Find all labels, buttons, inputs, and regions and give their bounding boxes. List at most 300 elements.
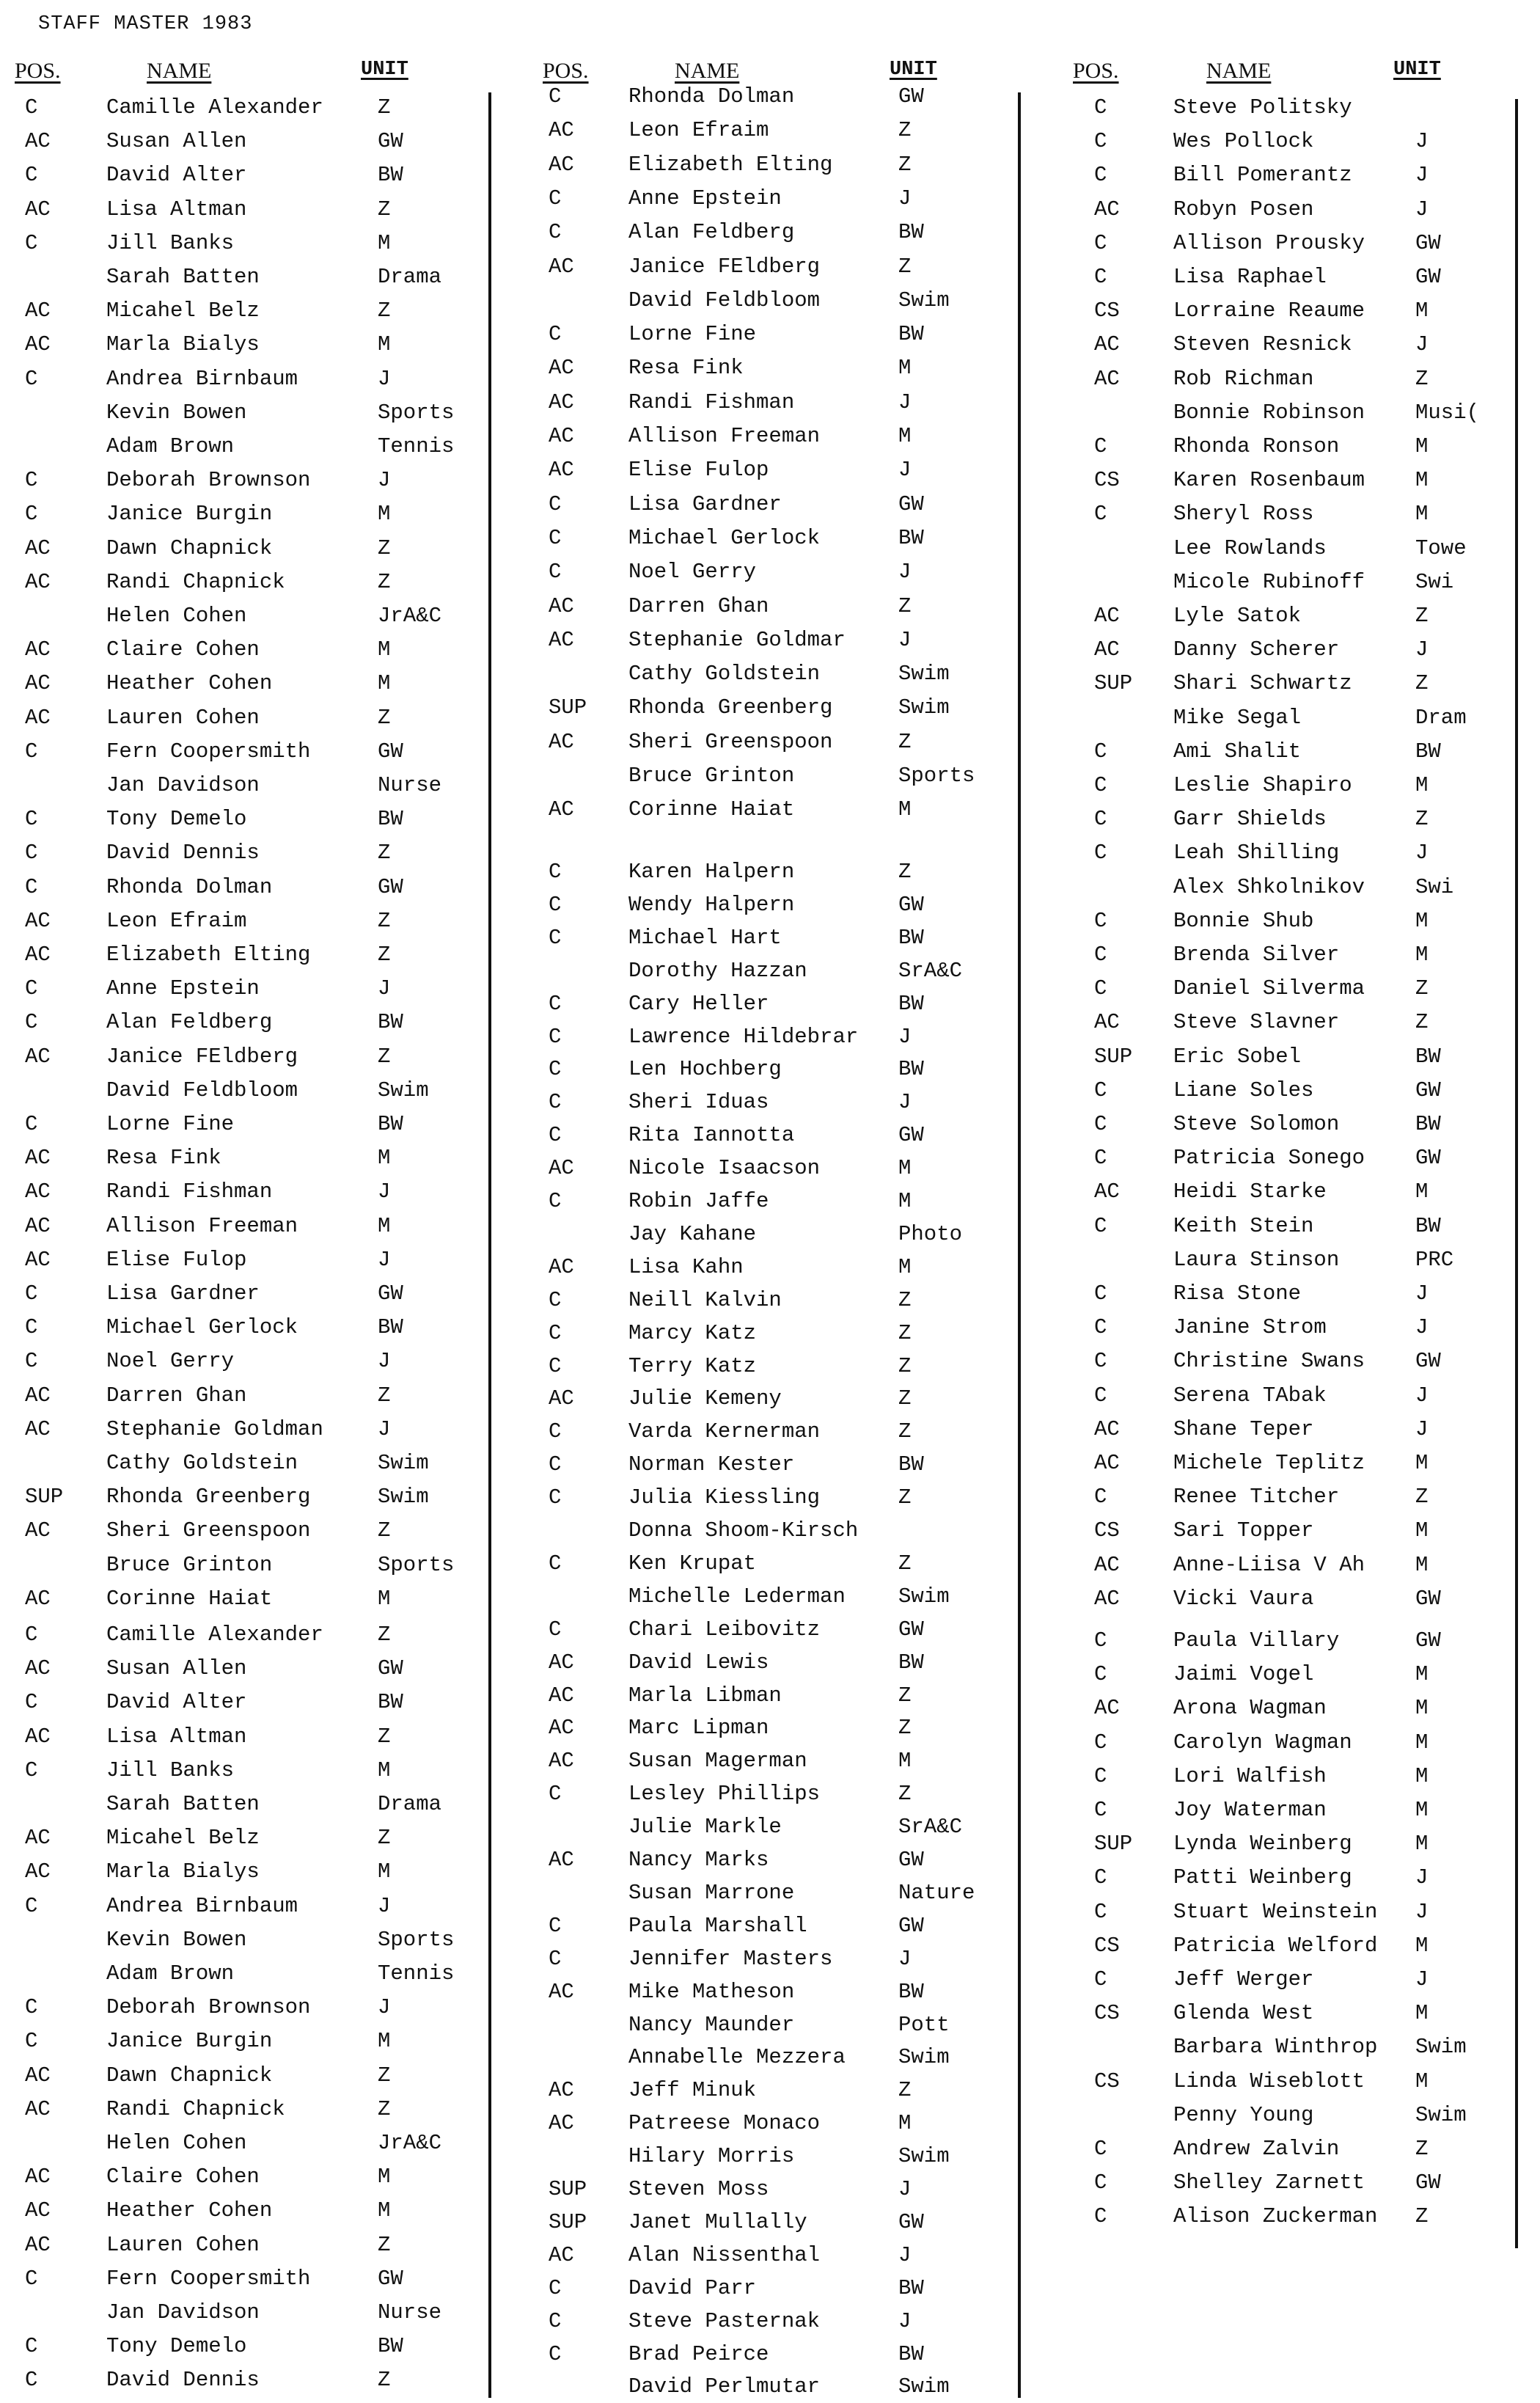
staff-name: Jeff Werger xyxy=(1173,1967,1314,1991)
unit-code: M xyxy=(898,1749,912,1774)
unit-code: GW xyxy=(898,84,924,109)
staff-name: Darren Ghan xyxy=(106,1383,247,1408)
unit-code: M xyxy=(1415,1662,1429,1687)
unit-code: Z xyxy=(378,95,391,120)
unit-code: GW xyxy=(898,1913,924,1938)
staff-name: Sarah Batten xyxy=(106,1792,260,1816)
unit-code: Z xyxy=(378,569,391,594)
unit-code: BW xyxy=(898,525,924,550)
unit-code: J xyxy=(1415,1383,1429,1408)
staff-name: Cary Heller xyxy=(628,991,769,1016)
unit-code: BW xyxy=(378,1010,403,1035)
unit-code: Z xyxy=(1415,2137,1429,2161)
position-code: C xyxy=(1094,1213,1107,1238)
unit-code: J xyxy=(1415,1865,1429,1890)
position-code: AC xyxy=(25,1826,51,1851)
staff-name: Keith Stein xyxy=(1173,1213,1314,1238)
staff-name: Lisa Altman xyxy=(106,197,247,222)
unit-code: M xyxy=(378,1213,391,1238)
staff-name: David Feldbloom xyxy=(106,1078,298,1102)
position-code: AC xyxy=(25,1179,51,1204)
unit-code: J xyxy=(1415,1315,1429,1340)
unit-header: UNIT xyxy=(1393,59,1441,81)
position-code: C xyxy=(549,991,562,1016)
position-code: AC xyxy=(549,1650,574,1675)
unit-code: Swim xyxy=(1415,2102,1467,2127)
position-code: C xyxy=(1094,739,1107,764)
position-code: C xyxy=(549,892,562,917)
staff-name: Nancy Maunder xyxy=(628,2012,795,2037)
unit-code: M xyxy=(898,424,912,448)
unit-code: J xyxy=(1415,332,1429,357)
staff-name: Julia Kiessling xyxy=(628,1485,821,1510)
staff-name: Patricia Welford xyxy=(1173,1933,1378,1958)
unit-code: M xyxy=(898,1254,912,1279)
staff-name: Sarah Batten xyxy=(106,265,260,289)
staff-name: David Dennis xyxy=(106,2368,260,2393)
pos-header: POS. xyxy=(1073,59,1119,83)
position-code: CS xyxy=(1094,2001,1120,2026)
position-code: C xyxy=(1094,502,1107,527)
position-code: AC xyxy=(549,1979,574,2004)
position-code: C xyxy=(549,2341,562,2366)
staff-name: Brad Peirce xyxy=(628,2341,769,2366)
position-code: AC xyxy=(25,943,51,967)
position-code: AC xyxy=(25,1518,51,1543)
staff-name: Jaimi Vogel xyxy=(1173,1662,1314,1687)
unit-code: Nurse xyxy=(378,773,442,797)
staff-name: Lisa Gardner xyxy=(106,1281,260,1306)
unit-code: Sports xyxy=(378,400,455,425)
staff-name: David Alter xyxy=(106,163,247,188)
staff-name: Penny Young xyxy=(1173,2102,1314,2127)
position-code: C xyxy=(1094,1798,1107,1822)
staff-name: Darren Ghan xyxy=(628,593,769,618)
unit-code: Z xyxy=(378,2232,391,2257)
position-code: C xyxy=(549,1452,562,1477)
position-code: C xyxy=(25,95,38,120)
staff-name: Lee Rowlands xyxy=(1173,535,1327,560)
unit-code: J xyxy=(898,1090,912,1115)
unit-code: Z xyxy=(378,299,391,323)
position-code: AC xyxy=(25,2232,51,2257)
unit-code: BW xyxy=(898,2275,924,2300)
name-header: NAME xyxy=(1206,59,1272,83)
staff-name: Janice Burgin xyxy=(106,502,273,527)
staff-name: Jay Kahane xyxy=(628,1221,757,1246)
unit-code: Z xyxy=(378,943,391,967)
unit-code: J xyxy=(378,468,391,493)
position-code: C xyxy=(549,186,562,211)
position-code: C xyxy=(25,1995,38,2020)
unit-code: GW xyxy=(1415,2170,1441,2195)
position-code: C xyxy=(25,1893,38,1918)
position-code: SUP xyxy=(25,1485,64,1510)
staff-name: Steven Moss xyxy=(628,2177,769,2201)
staff-name: Rhonda Dolman xyxy=(628,84,795,109)
staff-name: Randi Chapnick xyxy=(106,2096,285,2121)
staff-name: Susan Allen xyxy=(106,1656,247,1681)
staff-name: Jill Banks xyxy=(106,230,235,255)
unit-code: M xyxy=(1415,1933,1429,1958)
position-code: AC xyxy=(25,332,51,357)
position-code: C xyxy=(25,1010,38,1035)
staff-name: Patricia Sonego xyxy=(1173,1146,1365,1171)
staff-name: Lorne Fine xyxy=(628,322,757,347)
position-code: C xyxy=(1094,1763,1107,1788)
unit-code: M xyxy=(1415,943,1429,967)
staff-name: Jan Davidson xyxy=(106,2300,260,2325)
column-divider xyxy=(1018,92,1021,2398)
position-code: AC xyxy=(1094,1416,1120,1441)
pos-header: POS. xyxy=(543,59,589,83)
position-code: C xyxy=(549,2275,562,2300)
staff-name: Janice Burgin xyxy=(106,2029,273,2054)
position-code: AC xyxy=(549,1848,574,1872)
staff-name: Sheri Iduas xyxy=(628,1090,769,1115)
unit-code: M xyxy=(378,1758,391,1782)
position-code: C xyxy=(1094,1967,1107,1991)
unit-code: Pott xyxy=(898,2012,950,2037)
column-divider xyxy=(1515,99,1518,2248)
staff-name: Leon Efraim xyxy=(106,908,247,933)
staff-name: Terry Katz xyxy=(628,1353,757,1378)
staff-name: Kevin Bowen xyxy=(106,1927,247,1952)
position-code: C xyxy=(1094,95,1107,120)
unit-code: Z xyxy=(378,841,391,866)
position-code: C xyxy=(1094,1349,1107,1374)
position-code: C xyxy=(549,525,562,550)
unit-code: M xyxy=(1415,1552,1429,1577)
position-code: AC xyxy=(25,1383,51,1408)
position-code: AC xyxy=(549,797,574,822)
staff-name: Helen Cohen xyxy=(106,2131,247,2155)
staff-name: Leah Shilling xyxy=(1173,841,1340,866)
staff-name: Janice FEldberg xyxy=(106,1044,298,1069)
unit-code: M xyxy=(1415,1518,1429,1543)
staff-name: Cathy Goldstein xyxy=(628,662,821,687)
staff-name: Shane Teper xyxy=(1173,1416,1314,1441)
position-code: C xyxy=(549,1913,562,1938)
staff-name: Mike Matheson xyxy=(628,1979,795,2004)
position-code: AC xyxy=(1094,1586,1120,1611)
position-code: AC xyxy=(25,299,51,323)
position-code: C xyxy=(1094,908,1107,933)
staff-name: Patreese Monaco xyxy=(628,2111,821,2136)
unit-code: M xyxy=(898,356,912,381)
staff-name: Varda Kernerman xyxy=(628,1419,821,1444)
position-code: C xyxy=(1094,265,1107,289)
staff-name: Anne-Liisa V Ah xyxy=(1173,1552,1365,1577)
position-code: C xyxy=(1094,1146,1107,1171)
unit-code: M xyxy=(898,797,912,822)
unit-code: Z xyxy=(898,1353,912,1378)
unit-code: BW xyxy=(898,322,924,347)
unit-code: M xyxy=(898,2111,912,2136)
staff-name: Lesley Phillips xyxy=(628,1782,821,1807)
unit-code: J xyxy=(1415,163,1429,188)
staff-name: Marcy Katz xyxy=(628,1320,757,1345)
staff-name: Eric Sobel xyxy=(1173,1044,1302,1069)
staff-name: Janine Strom xyxy=(1173,1315,1327,1340)
position-code: C xyxy=(25,2368,38,2393)
staff-name: Andrew Zalvin xyxy=(1173,2137,1340,2161)
position-code: C xyxy=(1094,230,1107,255)
staff-name: Vicki Vaura xyxy=(1173,1586,1314,1611)
unit-code: Z xyxy=(898,1287,912,1312)
unit-code: Z xyxy=(898,1683,912,1708)
unit-code: Swim xyxy=(898,2374,950,2399)
unit-code: Sports xyxy=(378,1552,455,1577)
position-code: C xyxy=(549,1946,562,1971)
unit-header: UNIT xyxy=(361,59,408,81)
staff-name: Marla Libman xyxy=(628,1683,782,1708)
unit-code: J xyxy=(1415,1416,1429,1441)
staff-name: Steve Solomon xyxy=(1173,1112,1340,1136)
unit-code: SrA&C xyxy=(898,958,963,983)
position-code: C xyxy=(25,163,38,188)
staff-name: Tony Demelo xyxy=(106,2334,247,2359)
staff-name: Sheryl Ross xyxy=(1173,502,1314,527)
position-code: AC xyxy=(25,2165,51,2190)
unit-code: Z xyxy=(378,1724,391,1749)
position-code: AC xyxy=(1094,197,1120,222)
staff-name: Micahel Belz xyxy=(106,1826,260,1851)
position-code: C xyxy=(549,322,562,347)
staff-name: Rita Iannotta xyxy=(628,1123,795,1148)
position-code: C xyxy=(549,1353,562,1378)
position-code: C xyxy=(25,807,38,832)
position-code: AC xyxy=(549,1156,574,1181)
staff-name: Rhonda Dolman xyxy=(106,874,273,899)
unit-code: Z xyxy=(898,118,912,143)
staff-name: Alan Feldberg xyxy=(106,1010,273,1035)
unit-code: BW xyxy=(378,163,403,188)
position-code: C xyxy=(1094,773,1107,797)
position-code: C xyxy=(25,1281,38,1306)
staff-name: Wendy Halpern xyxy=(628,892,795,917)
position-code: C xyxy=(549,1782,562,1807)
staff-name: Leslie Shapiro xyxy=(1173,773,1352,797)
unit-code: BW xyxy=(378,1690,403,1715)
staff-name: Rhonda Greenberg xyxy=(106,1485,311,1510)
staff-name: Helen Cohen xyxy=(106,604,247,628)
staff-name: Bruce Grinton xyxy=(628,764,795,788)
position-code: C xyxy=(549,1617,562,1642)
position-code: AC xyxy=(549,424,574,448)
staff-name: Stuart Weinstein xyxy=(1173,1899,1378,1924)
position-code: AC xyxy=(1094,1552,1120,1577)
staff-name: Shelley Zarnett xyxy=(1173,2170,1365,2195)
position-code: AC xyxy=(25,1213,51,1238)
staff-name: Michelle Lederman xyxy=(628,1584,846,1609)
unit-code: J xyxy=(1415,197,1429,222)
staff-name: Randi Chapnick xyxy=(106,569,285,594)
position-code: AC xyxy=(1094,366,1120,391)
staff-name: Susan Magerman xyxy=(628,1749,807,1774)
unit-code: Swim xyxy=(1415,2035,1467,2060)
unit-code: M xyxy=(378,1859,391,1884)
staff-name: Noel Gerry xyxy=(628,560,757,585)
unit-code: J xyxy=(1415,1899,1429,1924)
staff-name: Deborah Brownson xyxy=(106,1995,311,2020)
unit-code: Z xyxy=(898,2078,912,2103)
position-code: C xyxy=(1094,1899,1107,1924)
unit-code: BW xyxy=(898,1650,924,1675)
staff-name: David Perlmutar xyxy=(628,2374,821,2399)
staff-name: Noel Gerry xyxy=(106,1349,235,1374)
unit-code: BW xyxy=(378,1112,403,1136)
unit-code: Swim xyxy=(378,1451,429,1475)
staff-name: Annabelle Mezzera xyxy=(628,2045,846,2070)
unit-code: BW xyxy=(898,991,924,1016)
staff-name: Michael Gerlock xyxy=(628,525,821,550)
unit-code: J xyxy=(1415,637,1429,662)
unit-code: M xyxy=(378,2165,391,2190)
position-code: C xyxy=(1094,1628,1107,1653)
position-code: AC xyxy=(549,2111,574,2136)
staff-name: Julie Kemeny xyxy=(628,1386,782,1411)
staff-name: David Parr xyxy=(628,2275,757,2300)
staff-name: Janice FEldberg xyxy=(628,254,821,279)
position-code: AC xyxy=(25,1656,51,1681)
position-code: C xyxy=(549,1320,562,1345)
unit-code: Z xyxy=(378,2063,391,2088)
staff-name: David Alter xyxy=(106,1690,247,1715)
staff-name: Claire Cohen xyxy=(106,2165,260,2190)
staff-name: Susan Marrone xyxy=(628,1880,795,1905)
unit-code: Z xyxy=(898,1485,912,1510)
staff-name: Alison Zuckerman xyxy=(1173,2204,1378,2229)
unit-code: Z xyxy=(1415,366,1429,391)
staff-name: Lori Walfish xyxy=(1173,1763,1327,1788)
unit-code: J xyxy=(1415,841,1429,866)
staff-name: Chari Leibovitz xyxy=(628,1617,821,1642)
staff-name: Linda Wiseblott xyxy=(1173,2069,1365,2093)
unit-code: M xyxy=(898,1156,912,1181)
staff-name: David Feldbloom xyxy=(628,288,821,312)
unit-code: J xyxy=(378,1179,391,1204)
staff-name: Elizabeth Elting xyxy=(628,152,833,177)
position-code: C xyxy=(1094,976,1107,1001)
unit-code: J xyxy=(898,560,912,585)
staff-name: Randi Fishman xyxy=(628,389,795,414)
staff-name: Lisa Kahn xyxy=(628,1254,744,1279)
staff-name: Lauren Cohen xyxy=(106,705,260,730)
unit-code: Z xyxy=(1415,604,1429,628)
unit-code: Z xyxy=(898,860,912,884)
unit-code: M xyxy=(378,502,391,527)
staff-name: Michele Teplitz xyxy=(1173,1451,1365,1475)
unit-code: GW xyxy=(1415,1586,1441,1611)
staff-name: Stephanie Goldman xyxy=(106,1416,323,1441)
staff-name: David Lewis xyxy=(628,1650,769,1675)
position-code: C xyxy=(549,860,562,884)
position-code: C xyxy=(25,1623,38,1647)
unit-code: Tennis xyxy=(378,1961,455,1986)
unit-code: GW xyxy=(898,2209,924,2234)
unit-code: Z xyxy=(1415,976,1429,1001)
position-code: C xyxy=(25,841,38,866)
staff-name: Patti Weinberg xyxy=(1173,1865,1352,1890)
staff-name: Leon Efraim xyxy=(628,118,769,143)
staff-name: Andrea Birnbaum xyxy=(106,366,298,391)
staff-name: Allison Freeman xyxy=(106,1213,298,1238)
unit-code: M xyxy=(1415,1451,1429,1475)
unit-code: Drama xyxy=(378,1792,442,1816)
unit-code: J xyxy=(378,976,391,1001)
unit-code: BW xyxy=(898,1057,924,1082)
unit-code: Z xyxy=(378,908,391,933)
position-code: C xyxy=(25,1315,38,1340)
staff-name: Barbara Winthrop xyxy=(1173,2035,1378,2060)
position-code: C xyxy=(549,1090,562,1115)
staff-name: Paula Villary xyxy=(1173,1628,1340,1653)
unit-code: M xyxy=(1415,2069,1429,2093)
unit-code: Tennis xyxy=(378,434,455,458)
unit-code: Sports xyxy=(898,764,975,788)
unit-code: M xyxy=(378,230,391,255)
unit-code: BW xyxy=(898,2341,924,2366)
unit-code: M xyxy=(898,1189,912,1213)
unit-code: BW xyxy=(1415,1044,1441,1069)
unit-code: Towe xyxy=(1415,535,1467,560)
staff-name: Corinne Haiat xyxy=(106,1586,273,1611)
position-code: SUP xyxy=(549,2177,587,2201)
position-code: AC xyxy=(25,2198,51,2223)
staff-name: Lisa Altman xyxy=(106,1724,247,1749)
staff-name: Paula Marshall xyxy=(628,1913,807,1938)
unit-code: J xyxy=(898,2177,912,2201)
position-code: C xyxy=(25,468,38,493)
position-code: C xyxy=(549,1419,562,1444)
unit-code: M xyxy=(1415,2001,1429,2026)
unit-code: BW xyxy=(898,1452,924,1477)
position-code: C xyxy=(1094,434,1107,458)
staff-name: Micole Rubinoff xyxy=(1173,569,1365,594)
staff-name: David Dennis xyxy=(106,841,260,866)
staff-name: Daniel Silverma xyxy=(1173,976,1365,1001)
position-code: C xyxy=(25,1349,38,1374)
staff-name: Lyle Satok xyxy=(1173,604,1302,628)
staff-name: Donna Shoom-Kirsch xyxy=(628,1518,859,1543)
position-code: CS xyxy=(1094,299,1120,323)
staff-name: Shari Schwartz xyxy=(1173,671,1352,696)
staff-name: Robin Jaffe xyxy=(628,1189,769,1213)
staff-name: Lisa Gardner xyxy=(628,491,782,516)
staff-name: Rob Richman xyxy=(1173,366,1314,391)
unit-code: M xyxy=(1415,1179,1429,1204)
unit-code: M xyxy=(378,637,391,662)
position-code: C xyxy=(1094,1730,1107,1755)
staff-name: Nicole Isaacson xyxy=(628,1156,821,1181)
staff-name: Heather Cohen xyxy=(106,671,273,696)
unit-code: M xyxy=(1415,908,1429,933)
unit-code: GW xyxy=(1415,230,1441,255)
unit-code: Swi xyxy=(1415,569,1454,594)
staff-name: Marla Bialys xyxy=(106,1859,260,1884)
staff-name: Wes Pollock xyxy=(1173,129,1314,154)
staff-name: Micahel Belz xyxy=(106,299,260,323)
position-code: C xyxy=(25,2029,38,2054)
position-code: C xyxy=(549,925,562,950)
staff-name: Bonnie Shub xyxy=(1173,908,1314,933)
unit-code: GW xyxy=(898,892,924,917)
staff-name: Arona Wagman xyxy=(1173,1696,1327,1721)
position-code: CS xyxy=(1094,468,1120,493)
position-code: SUP xyxy=(1094,1044,1133,1069)
staff-name: Robyn Posen xyxy=(1173,197,1314,222)
